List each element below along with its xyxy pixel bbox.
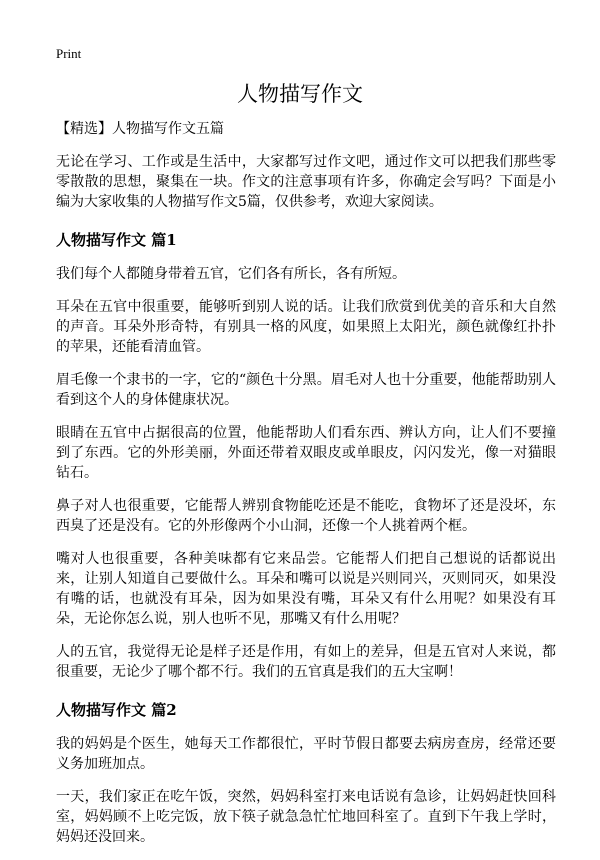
paragraph: 眉毛像一个隶书的一字，它的“颜色十分黑。眉毛对人也十分重要，他能帮助别人看到这个人的身体健康状况。 xyxy=(56,372,556,408)
paragraph: 耳朵在五官中很重要，能够听到别人说的话。让我们欣赏到优美的音乐和大自然的声音。耳朵外形奇特，有别具一格的风度，如果照上太阳光，颜色就像红扑扑的苹果，还能看清血管。 xyxy=(56,299,556,355)
page-title: 人物描写作文 xyxy=(237,82,363,106)
paragraph: 我的妈妈是个医生，她每天工作都很忙，平时节假日都要去病房查房，经常还要义务加班加点。 xyxy=(56,736,556,772)
subtitle: 【精选】人物描写作文五篇 xyxy=(56,121,224,137)
paragraph: 嘴对人也很重要，各种美味都有它来品尝。它能帮人们把自己想说的话都说出来，让别人知道自己要做什么。耳朵和嘴可以说是兴则同兴，灭则同灭，如果没有嘴的话，也就没有耳朵，因为如果没有嘴，耳朵又有什么用呢？如果没有耳朵，无论你怎么说，别人也听不见，那嘴又有什么用呢？ xyxy=(56,551,556,627)
paragraph: 眼睛在五官中占据很高的位置，他能帮助人们看东西、辨认方向，让人们不要撞到了东西。它的外形美丽，外面还带着双眼皮或单眼皮，闪闪发光，像一对猫眼钻石。 xyxy=(56,425,556,481)
intro-paragraph: 无论在学习、工作或是生活中，大家都写过作文吧，通过作文可以把我们那些零零散散的思想，聚集在一块。作文的注意事项有许多，你确定会写吗？下面是小编为大家收集的人物描写作文5篇，仅供参考，欢迎大家阅读。 xyxy=(56,154,556,210)
paragraph: 人的五官，我觉得无论是样子还是作用，有如上的差异，但是五官对人来说，都很重要，无论少了哪个都不行。我们的五官真是我们的五大宝啊！ xyxy=(56,644,556,680)
paragraph: 我们每个人都随身带着五官，它们各有所长，各有所短。 xyxy=(56,266,406,282)
paragraph: 一天，我们家正在吃午饭，突然，妈妈科室打来电话说有急诊，让妈妈赶快回科室，妈妈顾不上吃完饭，放下筷子就急急忙忙地回科室了。直到下午我上学时，妈妈还没回来。 xyxy=(56,789,556,845)
paragraph: 鼻子对人也很重要，它能帮人辨别食物能吃还是不能吃，食物坏了还是没坏，东西臭了还是没有。它的外形像两个小山洞，还像一个人挑着两个框。 xyxy=(56,498,556,534)
section-1-heading: 人物描写作文 篇1 xyxy=(56,231,177,249)
section-2-heading: 人物描写作文 篇2 xyxy=(56,701,177,719)
article-body xyxy=(56,119,556,860)
print-link[interactable]: Print xyxy=(56,46,82,61)
